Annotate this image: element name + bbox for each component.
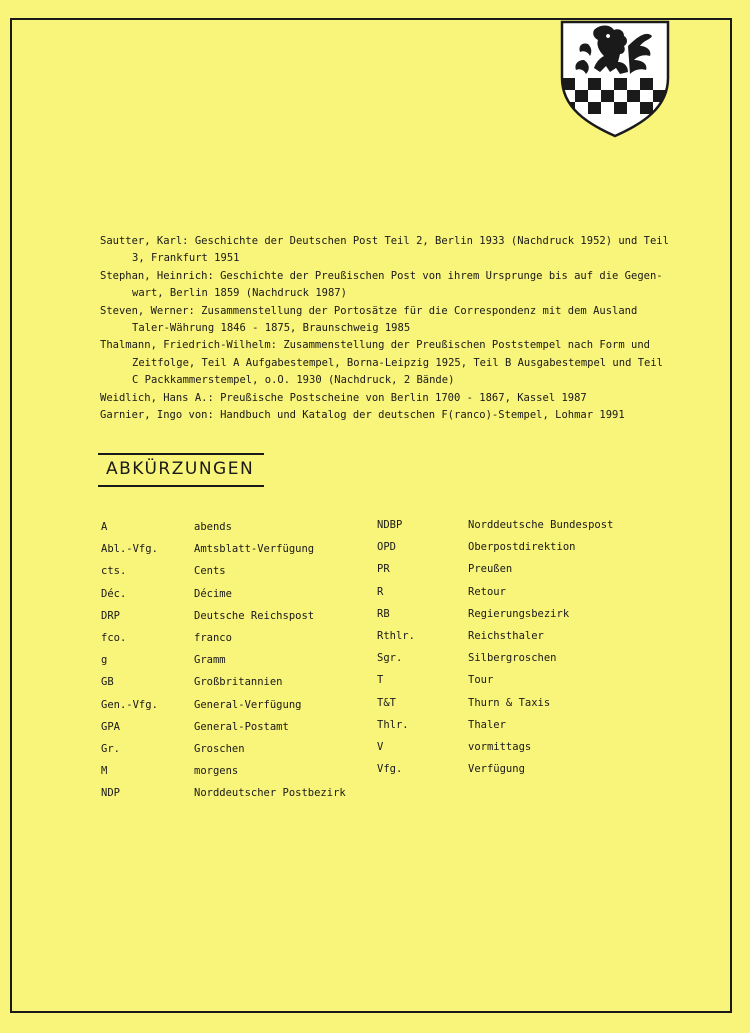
bibliography-line: C Packkammerstempel, o.O. 1930 (Nachdruck, 2 Bände) — [132, 374, 455, 387]
abbreviation-meaning: Décime — [194, 587, 232, 600]
abbreviation-code: M — [101, 765, 108, 778]
abbreviation-code: GPA — [101, 720, 120, 733]
bibliography-line: Stephan, Heinrich: Geschichte der Preußischen Post von ihrem Ursprunge bis auf die Gegen- — [100, 269, 663, 282]
abbreviation-meaning: Amtsblatt-Verfügung — [194, 543, 315, 556]
abbreviation-code: fco. — [101, 632, 127, 644]
abbreviation-meaning: Deutsche Reichspost — [194, 609, 315, 622]
abbreviation-meaning: abends — [194, 521, 232, 533]
abbreviation-meaning: franco — [194, 632, 232, 644]
abbreviation-meaning: morgens — [194, 765, 239, 778]
abbreviation-meaning: Preußen — [468, 563, 513, 576]
abbreviation-code: NDP — [101, 787, 120, 800]
abbreviation-meaning: Verfügung — [468, 763, 525, 776]
abbreviation-code: Abl.-Vfg. — [101, 543, 158, 556]
bibliography-line: Thalmann, Friedrich-Wilhelm: Zusammenstellung der Preußischen Poststempel nach Form und — [100, 339, 650, 352]
abbreviation-code: OPD — [377, 541, 396, 554]
abbreviation-meaning: Retour — [468, 585, 506, 598]
abbreviation-code: A — [101, 521, 108, 533]
abbreviation-meaning: Tour — [468, 674, 494, 687]
abbreviation-meaning: General-Postamt — [194, 720, 289, 733]
abbreviation-code: DRP — [101, 609, 120, 622]
bibliography-line: Garnier, Ingo von: Handbuch und Katalog der deutschen F(ranco)-Stempel, Lohmar 1991 — [100, 409, 625, 422]
abbreviation-meaning: Regierungsbezirk — [468, 607, 570, 620]
abbreviation-code: R — [377, 585, 384, 598]
bibliography-line: Steven, Werner: Zusammenstellung der Portosätze für die Correspondenz mit dem Ausland — [100, 304, 638, 317]
abbreviation-meaning: vormittags — [468, 741, 532, 753]
abbreviation-meaning: Thaler — [468, 718, 506, 731]
abbreviation-meaning: Norddeutsche Bundespost — [468, 519, 614, 531]
abbreviation-code: Rthlr. — [377, 630, 415, 642]
abbreviation-code: Sgr. — [377, 652, 403, 665]
abbreviation-code: Gen.-Vfg. — [101, 698, 158, 711]
bibliography-entry — [100, 303, 680, 338]
coat-of-arms-icon — [554, 16, 676, 138]
bibliography-list — [100, 233, 680, 424]
abbreviations-heading-box — [98, 453, 264, 487]
bibliography-line: 3, Frankfurt 1951 — [132, 252, 240, 265]
abbreviation-meaning: Cents — [194, 565, 226, 578]
abbreviation-code: PR — [377, 563, 390, 576]
page-border — [10, 18, 732, 1013]
abbreviation-code: T&T — [377, 696, 396, 709]
bibliography-entry — [100, 233, 680, 268]
abbreviation-meaning: Thurn & Taxis — [468, 696, 551, 709]
abbreviation-code: Vfg. — [377, 763, 403, 776]
bibliography-entry — [100, 268, 680, 303]
bibliography-line: wart, Berlin 1859 (Nachdruck 1987) — [132, 287, 347, 300]
bibliography-line: Sautter, Karl: Geschichte der Deutschen Post Teil 2, Berlin 1933 (Nachdruck 1952) und Teil — [100, 235, 669, 247]
abbreviation-code: g — [101, 654, 108, 667]
abbreviation-meaning: Oberpostdirektion — [468, 541, 576, 554]
abbreviation-meaning: Großbritannien — [194, 676, 283, 689]
bibliography-line: Taler-Währung 1846 - 1875, Braunschweig 1985 — [132, 322, 411, 335]
abbreviation-code: GB — [101, 676, 114, 689]
bibliography-line: Weidlich, Hans A.: Preußische Postscheine von Berlin 1700 - 1867, Kassel 1987 — [100, 391, 587, 404]
abbreviations-heading: ABKÜRZUNGEN — [106, 459, 255, 479]
abbreviation-code: NDBP — [377, 519, 403, 531]
abbreviation-meaning: General-Verfügung — [194, 698, 302, 711]
abbreviation-meaning: Groschen — [194, 743, 245, 755]
abbreviation-meaning: Silbergroschen — [468, 652, 557, 665]
abbreviation-code: cts. — [101, 565, 127, 578]
abbreviation-code: Déc. — [101, 587, 127, 600]
abbreviation-code: T — [377, 674, 384, 687]
bibliography-line: Zeitfolge, Teil A Aufgabestempel, Borna-Leipzig 1925, Teil B Ausgabestempel und Teil — [132, 356, 664, 369]
bibliography-entry — [100, 337, 680, 389]
abbreviation-meaning: Gramm — [194, 654, 226, 667]
abbreviation-code: Gr. — [101, 743, 120, 755]
bibliography-entry — [100, 390, 680, 407]
bibliography-entry — [100, 407, 680, 424]
abbreviation-code: RB — [377, 607, 390, 620]
abbreviation-meaning: Norddeutscher Postbezirk — [194, 787, 346, 800]
abbreviation-meaning: Reichsthaler — [468, 630, 544, 642]
abbreviation-code: V — [377, 741, 384, 753]
abbreviation-code: Thlr. — [377, 718, 409, 731]
